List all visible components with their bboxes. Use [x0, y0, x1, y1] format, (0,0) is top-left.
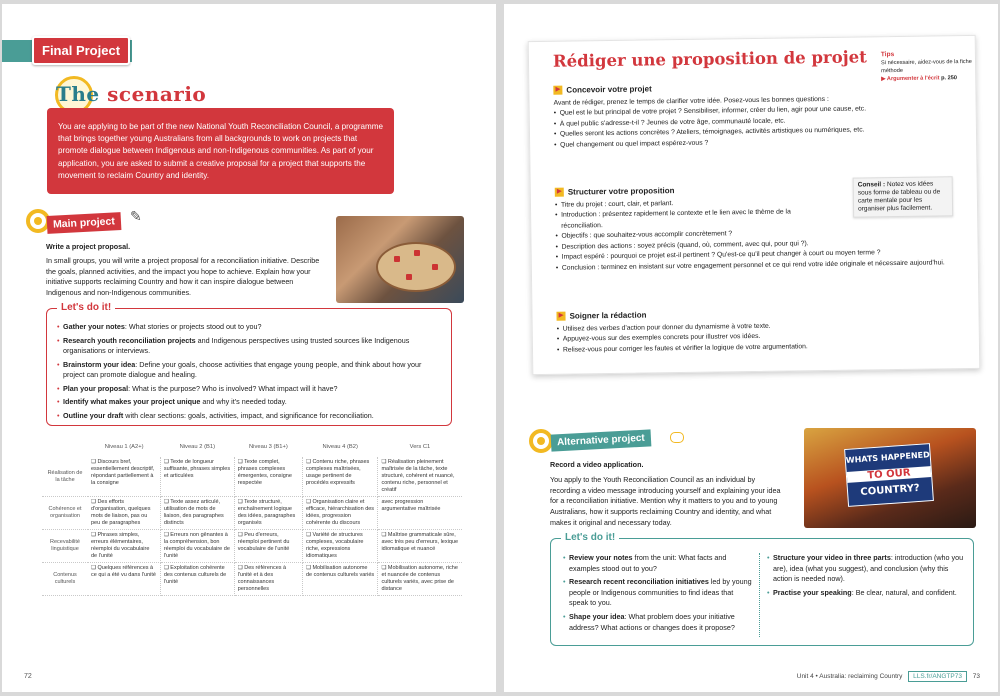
list-item: • Titre du projet : court, clair, et parlant.	[555, 195, 965, 211]
final-project-title: Final Project	[32, 36, 130, 65]
step-bold: Gather your notes	[63, 322, 125, 331]
list-item: • À quel public s'adresse-t-il ? Jeunes de votre âge, communauté locale, etc.	[554, 114, 964, 130]
target-icon	[529, 429, 553, 453]
rubric-level: Vers C1	[409, 444, 431, 450]
rubric-level: Niveau 4 (B2)	[322, 444, 358, 450]
list-item	[57, 411, 441, 422]
right-page	[504, 4, 998, 692]
section-list	[554, 103, 965, 151]
step-text: : Be clear, natural, and confident.	[851, 587, 957, 597]
list-item	[57, 397, 441, 408]
step-bold: Shape your idea	[569, 611, 625, 621]
photo-piece	[406, 274, 412, 280]
page-number-left: 72	[24, 673, 32, 680]
section-heading-text: Concevoir votre projet	[566, 84, 652, 95]
footer-unit: Unit 4 • Australia: reclaiming Country	[796, 673, 903, 680]
rubric-row-label: Cohérence et organisation	[42, 497, 88, 530]
play-icon: ▶	[555, 188, 564, 197]
scenario-heading	[56, 82, 206, 106]
step-bold: Review your notes	[569, 553, 633, 562]
rubric-cell[interactable]: ❑ Des efforts d'organisation, quelques mots de liaison, pas ou peu de paragraphes	[88, 497, 160, 530]
list-item	[57, 384, 441, 395]
scenario-heading-word: scenario	[107, 82, 207, 106]
workshop-photo	[336, 216, 464, 303]
main-project-body	[46, 242, 328, 298]
rubric-row-label: Recevabilité linguistique	[42, 530, 88, 563]
main-project-subtitle: Write a project proposal.	[46, 242, 131, 251]
list-item: • Impact espéré : pourquoi ce projet est-il pertinent ? Qu'est-ce qu'il peut changer à court ou moyen terme ?	[556, 247, 966, 263]
rubric-cell[interactable]: ❑ Variété de structures complexes, vocabulaire riche, expressions idiomatiques	[302, 530, 377, 563]
speech-bubble-icon	[670, 432, 684, 443]
rubric-cell[interactable]: ❑ Texte structuré, enchaînement logique des idées, paragraphes organisés	[234, 497, 302, 530]
table-row	[42, 457, 462, 497]
list-item: • Quelles seront les actions concrètes ? Ateliers, témoignages, activités artistiques ou numériques, etc.	[554, 124, 964, 140]
rubric-cell[interactable]: ❑ Texte complet, phrases complexes émergentes, consigne respectée	[234, 457, 302, 497]
step-text: : What is the purpose? Who is involved? What impact will it have?	[128, 383, 338, 393]
protest-sign	[844, 443, 934, 507]
section-intro: Avant de rédiger, prenez le temps de clarifier votre idée. Posez-vous les bonnes questions :	[553, 95, 829, 107]
steps-column-b	[767, 553, 967, 601]
pencil-icon: ✎	[130, 208, 142, 224]
table-row	[42, 497, 462, 530]
list-item: • Conclusion : terminez en insistant sur votre engagement personnel et ce qui rend votre idée originale et nécessaire aujourd'hui.	[556, 258, 966, 274]
rubric-level: Niveau 1 (A2+)	[104, 444, 144, 450]
list-item: • Relisez-vous pour corriger les fautes et vérifier la logique de votre argumentation.	[557, 340, 967, 356]
table-row	[42, 563, 462, 596]
step-bold: Plan your proposal	[63, 383, 129, 393]
rubric-cell[interactable]: ❑ Contenu riche, phrases complexes maîtrisées, usage pertinent de procédés expressifs	[302, 457, 377, 497]
step-text: : Define your goals, choose activities that engage young people, and think about how your project can promote dialogue and healing.	[63, 359, 422, 379]
alternative-project-text: You apply to the Youth Reconciliation Council as an individual by recording a video message introducing yourself and explaining your idea for a reconciliation initiative. Mention why it matters to you and to young Australians, how it supports reclaiming Country and identity, and what makes it original and necessary today.	[550, 474, 781, 527]
rubric-cell[interactable]: ❑ Texte assez articulé, utilisation de mots de liaison, des paragraphes distincts	[160, 497, 234, 530]
list-item	[563, 577, 753, 609]
step-text: : What stories or projects stood out to you?	[124, 322, 262, 331]
scenario-heading-the: The	[56, 82, 100, 106]
list-item	[57, 336, 441, 357]
page-footer	[797, 673, 980, 680]
lets-do-it-title: Let's do it!	[561, 532, 619, 543]
list-item: • Quel changement ou quel impact espérez-vous ?	[554, 135, 964, 151]
rubric-cell[interactable]: ❑ Quelques références à ce qui a été vu dans l'unité	[88, 563, 160, 596]
step-text: : introduction (who you are), idea (what you suggest), and conclusion (why this action is needed now).	[773, 553, 964, 584]
step-bold: Research recent reconciliation initiatives	[569, 577, 709, 587]
rubric-level: Niveau 3 (B1+)	[248, 444, 288, 450]
photo-piece	[394, 256, 400, 262]
list-item: • Objectifs : que souhaitez-vous accomplir concrètement ?	[555, 226, 965, 242]
lets-do-it-title: Let's do it!	[57, 302, 115, 313]
rubric-row-label: Réalisation de la tâche	[42, 457, 88, 497]
rubric-cell[interactable]: ❑ Erreurs non gênantes à la compréhension, bon réemploi du vocabulaire de l'unité	[160, 530, 234, 563]
tips-box	[881, 50, 975, 83]
steps-list	[767, 553, 967, 598]
tips-page: p. 250	[941, 75, 957, 82]
card-title: Rédiger une proposition de projet	[552, 47, 867, 71]
tips-label: Tips	[880, 51, 895, 59]
step-bold: Practise your speaking	[773, 587, 852, 597]
tips-text: Si nécessaire, aidez-vous de la fiche méthode	[880, 58, 972, 75]
list-item: • Quel est le but principal de votre projet ? Sensibiliser, informer, créer du lien, agir pour une cause, etc.	[554, 103, 964, 119]
lets-do-it-box-alt	[550, 532, 974, 646]
list-item	[563, 612, 753, 633]
alternative-project-label: Alternative project	[551, 429, 652, 451]
rubric-cell[interactable]: ❑ Peu d'erreurs, réemploi pertinent du vocabulaire de l'unité	[234, 530, 302, 563]
conseil-text: Notez vos idées sous forme de tableau ou de carte mentale pour les organiser plus facilement.	[857, 180, 941, 213]
step-text: led by young people or Indigenous communities to find ideas that speak to you.	[569, 577, 752, 608]
rubric-cell[interactable]: ❑ Phrases simples, erreurs élémentaires, réemploi du vocabulaire de l'unité	[88, 530, 160, 563]
steps-column-a	[563, 553, 753, 636]
rubric-cell[interactable]: ❑ Organisation claire et efficace, hiérarchisation des idées, progression cohérente du discours	[302, 497, 377, 530]
sign-line-1: WHATS HAPPENED	[845, 450, 930, 465]
rubric-header-row	[42, 442, 462, 457]
step-text: with clear sections: goals, activities, impact, and significance for reconciliation.	[123, 410, 374, 420]
section-soigner	[556, 306, 967, 356]
step-text: from the unit: What facts and examples stood out to you?	[569, 553, 727, 573]
photo-piece	[414, 250, 420, 256]
photo-piece	[432, 264, 438, 270]
section-concevoir	[553, 80, 964, 151]
rubric-cell[interactable]: ❑ Mobilisation autonome de contenus culturels variés	[302, 563, 377, 596]
rubric-row-label: Contenus culturels	[42, 563, 88, 596]
rubric-corner	[42, 442, 88, 457]
section-heading-text: Soigner la rédaction	[569, 310, 647, 321]
step-text: and why it's needed today.	[200, 397, 287, 406]
step-text: : What problem does your initiative address? What actions or changes does it propose?	[569, 611, 735, 632]
rubric-cell[interactable]: ❑ Maîtrise grammaticale sûre, avec très peu d'erreurs, lexique idiomatique et nuancé	[378, 530, 462, 563]
rubric-level: Niveau 2 (B1)	[179, 444, 216, 450]
section-list	[557, 319, 967, 356]
sign-line-2: TO OUR	[847, 466, 932, 483]
left-page	[2, 4, 496, 692]
page-number-right: 73	[972, 673, 980, 680]
main-project-label: Main project	[47, 212, 122, 234]
column-divider	[759, 553, 760, 637]
conseil-label: Conseil :	[857, 181, 886, 189]
table-row	[42, 530, 462, 563]
rubric-cell[interactable]: ❑ Exploitation cohérente des contenus culturels de l'unité	[160, 563, 234, 596]
writing-guide-card	[528, 35, 981, 375]
steps-list	[563, 553, 753, 633]
rubric-cell[interactable]: ❑ Texte de longueur suffisante, phrases simples et articulées	[160, 457, 234, 497]
lets-do-it-box	[46, 302, 452, 426]
sign-line-3: COUNTRY?	[860, 482, 921, 499]
alternative-project-subtitle: Record a video application.	[550, 460, 644, 469]
step-bold: Research youth reconciliation projects	[63, 335, 196, 345]
section-heading-text: Structurer votre proposition	[567, 186, 675, 197]
play-icon: ▶	[553, 86, 562, 95]
rubric-cell[interactable]: ❑ Des références à l'unité et à des connaissances personnelles	[234, 563, 302, 596]
list-item	[767, 588, 967, 599]
list-item: • Utilisez des verbes d'action pour donner du dynamisme à votre texte.	[557, 319, 967, 335]
step-bold: Outline your draft	[63, 410, 124, 420]
list-item: • Appuyez-vous sur des exemples concrets pour illustrer vos idées.	[557, 329, 967, 345]
list-item: • Description des actions : soyez précis (quand, où, comment, avec qui, pour qui ?).	[556, 237, 966, 253]
step-bold: Identify what makes your project unique	[63, 397, 201, 406]
rubric-cell[interactable]: ❑ Réalisation pleinement maîtrisée de la tâche, texte structuré, cohérent et nuancé, contenu riche, personnel et créatif	[378, 457, 462, 497]
footer-link-code[interactable]: LLS.fr/ANGTP73	[908, 671, 967, 682]
step-bold: Brainstorm your idea	[63, 359, 136, 369]
assessment-rubric	[42, 442, 462, 596]
rubric-cell[interactable]: ❑ Mobilisation autonome, riche et nuancée de contenus culturels variés, avec prise de distance	[378, 563, 462, 596]
list-item	[563, 553, 753, 574]
list-item: • Introduction : présentez rapidement le contexte et le lien avec le thème de la réconciliation.	[555, 207, 825, 232]
step-bold: Structure your video in three parts	[773, 553, 891, 562]
play-icon: ▶	[556, 312, 565, 321]
rubric-cell: avec progression argumentative maîtrisée	[378, 497, 462, 530]
step-text: and Indigenous perspectives using trusted sources like Indigenous organisations or interviews.	[63, 335, 410, 355]
steps-list	[47, 309, 451, 421]
alternative-project-body	[550, 460, 782, 529]
scenario-box: You are applying to be part of the new National Youth Reconciliation Council, a programme that brings together young Australians from all backgrounds to work on projects that promote dialogue between Indigenous and non-Indigenous communities. As part of your application, you are asked to submit a creative proposal for a project that supports the movement to reclaim Country and identity.	[47, 108, 394, 194]
tips-link[interactable]: ▶ Argumenter à l'écrit	[881, 75, 940, 83]
main-project-text: In small groups, you will write a project proposal for a reconciliation initiative. Describe the goals, planned activities, and the impact you hope to achieve. Explain how your initiative supports reclaiming Country and how it can inspire dialogue between Indigenous and non-Indigenous communities.	[46, 256, 320, 297]
rubric-table	[42, 442, 462, 596]
list-item	[57, 322, 441, 333]
conseil-note	[853, 176, 954, 217]
protest-photo	[804, 428, 976, 528]
rubric-cell[interactable]: ❑ Discours bref, essentiellement descriptif, répondant partiellement à la consigne	[88, 457, 160, 497]
list-item	[767, 553, 967, 585]
list-item	[57, 360, 441, 381]
